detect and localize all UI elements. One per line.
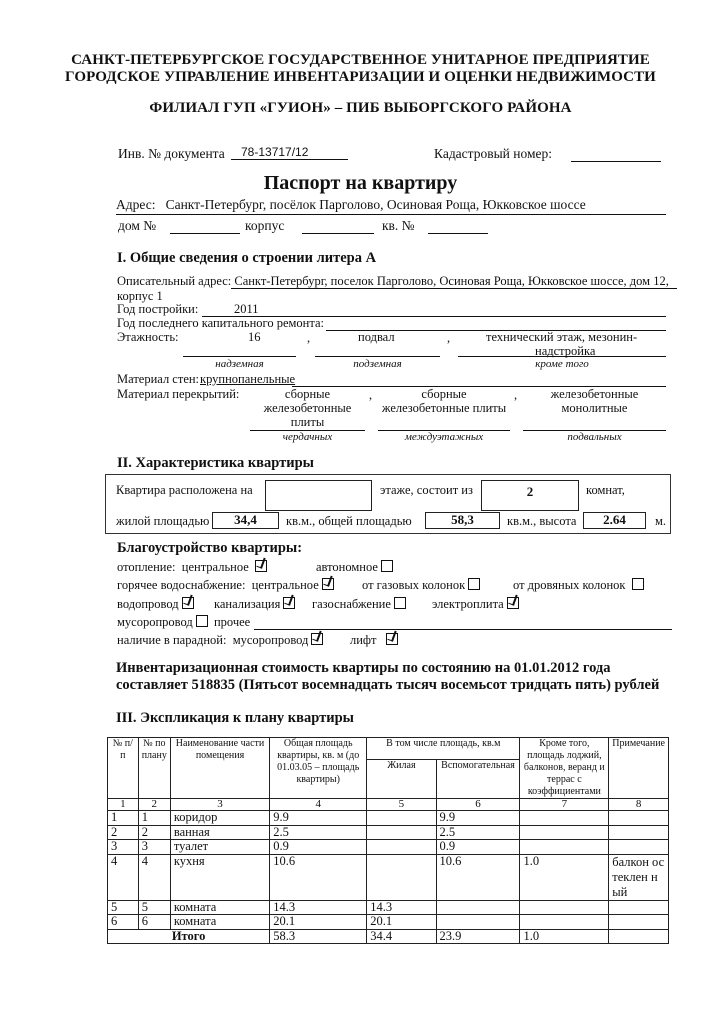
cell-total: 20.1 [270,915,367,930]
floor-value-box [265,480,372,511]
col-number: 8 [609,799,669,811]
located-label: Квартира расположена на [116,483,253,497]
cell-extra [520,840,609,855]
stove-checkbox[interactable] [507,597,519,609]
attic-material [250,387,365,429]
cell-total: 9.9 [270,811,367,826]
lift-checkbox[interactable] [386,633,398,645]
comma-sep: , [307,331,311,345]
house-label: дом № [118,218,157,233]
descr-address-label: Описательный адрес: [117,274,232,288]
cell-plan: 5 [138,900,170,915]
col-number: 7 [520,799,609,811]
sewer-label: канализация [214,597,281,611]
totals-total: 58.3 [270,929,367,944]
col-number: 2 [138,799,170,811]
heating-row [117,560,267,575]
table-row [108,915,669,930]
col-header-note: Примечание [609,738,669,799]
heating-central-label: центральное [181,560,249,574]
col-header-living: Жилая [367,760,436,799]
amenities-title: Благоустройство квартиры: [117,540,303,556]
totals-row [108,929,669,944]
valuation-line1: Инвентаризационная стоимость квартиры по состоянию на 01.01.2012 года [116,660,611,676]
cell-note [609,915,669,930]
water-label: водопровод [117,597,179,611]
comma-sep: , [447,331,451,345]
rooms-suffix: комнат, [586,483,625,497]
sewer-row [214,597,295,612]
col-number: 6 [436,799,520,811]
cell-name: туалет [170,840,269,855]
heating-label: отопление: [117,560,176,574]
cell-note [609,840,669,855]
height-unit: м. [655,514,667,528]
hotwater-gas-label: от газовых колонок [362,578,466,592]
house-field [170,233,240,234]
cell-living [367,825,436,840]
cell-note: балкон остеклен ный [609,854,669,900]
cell-aux: 2.5 [436,825,520,840]
cell-aux [436,915,520,930]
cell-n: 6 [108,915,139,930]
floors-label: Этажность: [117,330,179,344]
caption-interfloor: междуэтажных [404,431,484,443]
cell-total: 10.6 [270,854,367,900]
lift-row [350,633,398,648]
water-checkbox[interactable] [182,597,194,609]
hotwater-wood-checkbox[interactable] [632,578,644,590]
table-row [108,900,669,915]
col-number: 4 [270,799,367,811]
inv-number-value: 78-13717/12 [231,145,348,160]
apt-label: кв. № [382,218,415,233]
cell-extra [520,825,609,840]
comma-sep: , [369,388,373,402]
cadastral-label: Кадастровый номер: [434,146,553,161]
rooms-value-box: 2 [481,480,579,511]
cell-note [609,825,669,840]
chute-checkbox[interactable] [196,615,208,627]
cell-living: 20.1 [367,915,436,930]
cell-name: комната [170,915,269,930]
stove-label: электроплита [432,597,504,611]
entrance-chute-label: мусоропровод [232,633,309,647]
floor-suffix: этаже, состоит из [380,483,473,497]
totals-living: 34.4 [367,929,436,944]
chute-row [117,615,250,630]
cell-living [367,811,436,826]
total-area-value: 58,3 [425,512,500,529]
cell-aux: 0.9 [436,840,520,855]
totals-label: Итого [108,929,270,944]
cadastral-value [571,146,661,162]
cell-extra [520,811,609,826]
floors-below-value: подвал [358,330,395,344]
water-row [117,597,194,612]
last-repair-label: Год последнего капитального ремонта: [117,316,324,330]
col-header-aux: Вспомогательная [436,760,520,799]
comma-sep: , [514,388,518,402]
col-header-group: В том числе площадь, кв.м [367,738,520,760]
section3-title: III. Экспликация к плану квартиры [116,710,354,726]
heating-auto-row [316,560,393,575]
cell-total: 14.3 [270,900,367,915]
cell-total: 2.5 [270,825,367,840]
cell-n: 2 [108,825,139,840]
table-row [108,840,669,855]
hotwater-gas-row [362,578,480,593]
explication-table [107,737,669,944]
building-field [302,233,374,234]
inter-material-line: сборные [421,387,467,401]
caption-above: надземная [215,358,264,370]
cell-living: 14.3 [367,900,436,915]
valuation-line2: составляет 518835 (Пятьсот восемнадцать тысяч восемьсот тридцать пять) рублей [116,677,660,693]
inter-material-line: железобетонные плиты [381,401,507,415]
gas-checkbox[interactable] [394,597,406,609]
gas-row [312,597,406,612]
cell-name: коридор [170,811,269,826]
cell-total: 0.9 [270,840,367,855]
cell-extra [520,900,609,915]
cell-note [609,900,669,915]
caption-basement: подвальных [567,431,622,443]
hotwater-wood-row [513,578,644,593]
col-header-n: № п/п [108,738,139,799]
walls-label: Материал стен: [117,372,200,386]
total-area-label: кв.м., общей площадью [286,514,412,528]
org-name-line2: ГОРОДСКОЕ УПРАВЛЕНИЕ ИНВЕНТАРИЗАЦИИ И ОЦЕНКИ НЕДВИЖИМОСТИ [65,69,656,85]
hotwater-central-label: центральное [251,578,319,592]
hotwater-wood-label: от дровяных колонок [513,578,626,592]
table-row [108,854,669,900]
col-header-total: Общая площадь квартиры, кв. м (до 01.03.05 – площадь квартиры) [270,738,367,799]
section2-title: II. Характеристика квартиры [117,455,314,471]
descr-address-value: Санкт-Петербург, поселок Парголово, Осиновая Роща, Юкковское шоссе, дом 12, [231,274,677,289]
inv-number-label: Инв. № документа [118,146,225,161]
hotwater-row [117,578,334,593]
section1-title: I. Общие сведения о строении литера А [117,250,377,266]
col-header-extra: Кроме того, площадь лоджий, балконов, веранд и террас с коэффициентами [520,738,609,799]
address-value: Санкт-Петербург, посёлок Парголово, Осиновая Роща, Юкковское шоссе [165,197,586,212]
entrance-chute-checkbox[interactable] [311,633,323,645]
entrance-label: наличие в парадной: [117,633,227,647]
cell-n: 4 [108,854,139,900]
cell-aux: 10.6 [436,854,520,900]
heating-central-checkbox[interactable] [255,560,267,572]
interfloor-material [378,387,510,415]
heating-auto-label: автономное [316,560,378,574]
cell-plan: 4 [138,854,170,900]
floors-extra-line [458,356,666,357]
caption-attic: чердачных [282,431,333,443]
other-label: прочее [213,615,251,629]
sewer-checkbox[interactable] [283,597,295,609]
totals-note [609,929,669,944]
building-label: корпус [245,218,285,233]
year-built-label: Год постройки: [117,302,199,316]
org-name-line1: САНКТ-ПЕТЕРБУРГСКОЕ ГОСУДАРСТВЕННОЕ УНИТАРНОЕ ПРЕДПРИЯТИЕ [71,52,650,68]
table-row [108,825,669,840]
hotwater-central-checkbox[interactable] [322,578,334,590]
cell-aux [436,900,520,915]
gas-label: газоснабжение [312,597,391,611]
address-row [116,197,666,215]
col-number: 1 [108,799,139,811]
base-material-line: монолитные [561,401,628,415]
entrance-row [117,633,323,648]
cell-extra: 1.0 [520,854,609,900]
totals-aux: 23.9 [436,929,520,944]
descr-address-cont: корпус 1 [117,289,163,303]
col-header-plan: № по плану [138,738,170,799]
stove-row [432,597,519,612]
cell-name: кухня [170,854,269,900]
col-number: 3 [170,799,269,811]
col-number: 5 [367,799,436,811]
heating-auto-checkbox[interactable] [381,560,393,572]
cell-plan: 6 [138,915,170,930]
chute-label: мусоропровод [117,615,193,629]
floors-material-label: Материал перекрытий: [117,387,240,401]
descr-address-row [117,274,677,289]
cell-name: ванная [170,825,269,840]
walls-value: крупнопанельные [200,372,296,386]
floors-above-value: 16 [248,330,261,344]
attic-material-line: железобетонные [263,401,352,415]
cell-living [367,854,436,900]
caption-below: подземная [353,358,402,370]
cell-plan: 2 [138,825,170,840]
address-label: Адрес: [116,197,156,212]
height-value: 2.64 [583,512,646,529]
page-title: Паспорт на квартиру [263,172,458,194]
attic-material-line: плиты [290,415,325,429]
cell-living [367,840,436,855]
basement-material [523,387,666,415]
living-area-value: 34,4 [212,512,279,529]
cell-n: 3 [108,840,139,855]
totals-extra: 1.0 [520,929,609,944]
hotwater-gas-checkbox[interactable] [468,578,480,590]
height-label: кв.м., высота [507,514,577,528]
cell-plan: 1 [138,811,170,826]
floors-above-line [183,356,296,357]
floors-below-line [315,356,440,357]
branch-name: ФИЛИАЛ ГУП «ГУИОН» – ПИБ ВЫБОРГСКОГО РАЙОНА [149,100,572,116]
year-built-value: 2011 [234,302,259,316]
living-area-label: жилой площадью [116,514,210,528]
base-material-line: железобетонные [550,387,639,401]
attic-material-line: сборные [284,387,331,401]
cell-n: 5 [108,900,139,915]
hotwater-label: горячее водоснабжение: [117,578,246,592]
cell-note [609,811,669,826]
lift-label: лифт [350,633,377,647]
cell-n: 1 [108,811,139,826]
apt-field [428,233,488,234]
floors-extra-value-1: технический этаж, мезонин- [486,330,638,344]
cell-name: комната [170,900,269,915]
table-row [108,811,669,826]
caption-extra: кроме того [535,358,589,370]
col-header-name: Наименование части помещения [170,738,269,799]
cell-plan: 3 [138,840,170,855]
cell-extra [520,915,609,930]
cell-aux: 9.9 [436,811,520,826]
floors-extra-value-2: надстройка [535,344,596,358]
